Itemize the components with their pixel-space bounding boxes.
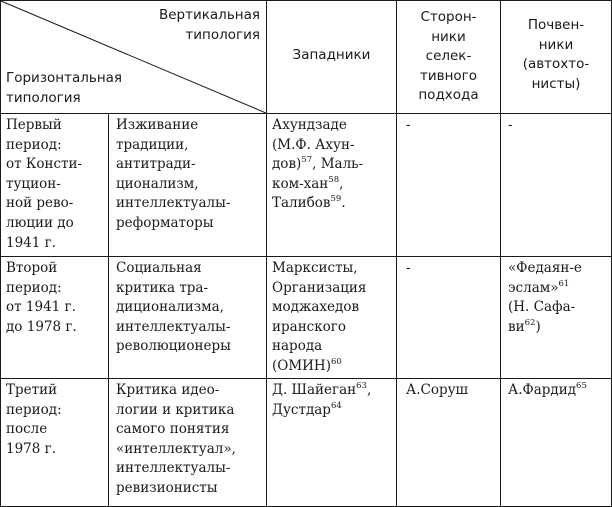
cell-text: ком-хан	[272, 175, 329, 192]
header-line: селек-	[425, 48, 472, 65]
cell-line: Социальная	[116, 260, 202, 276]
cell-line	[272, 175, 394, 195]
cell-line: от 1941 г.	[6, 299, 76, 316]
cell-line	[272, 318, 394, 338]
header-horizontal-typology	[6, 69, 206, 108]
cell-text: иранского	[272, 318, 347, 335]
header-line: ники	[538, 36, 574, 53]
footnote-ref: 62	[524, 317, 536, 328]
cell-line: до 1978 г.	[6, 318, 77, 335]
selective-cell	[406, 259, 498, 279]
cell-line: 1941 г.	[6, 234, 57, 251]
cell-text-tail: , Маль-	[312, 156, 364, 173]
cell-line	[406, 116, 498, 136]
cell-line: 1978 г.	[6, 440, 57, 457]
cell-line: от Консти-	[6, 156, 83, 173]
cell-text-tail: ,	[366, 382, 372, 398]
cell-line: интеллектуалы-	[116, 318, 231, 335]
cell-line	[406, 381, 498, 401]
cell-line: Первый	[6, 117, 62, 133]
footnote-ref: 65	[576, 381, 587, 391]
cell-line	[272, 259, 394, 279]
footnote-ref: 60	[330, 356, 342, 367]
col-divider-1	[108, 113, 109, 507]
cell-line	[508, 259, 610, 279]
header-line: (автохто-	[522, 56, 590, 73]
cell-line: интеллектуалы-	[116, 195, 231, 212]
header-line: подхода	[418, 87, 479, 104]
cell-line	[508, 381, 610, 401]
row2-bottom-rule	[0, 378, 612, 379]
cell-line: период:	[6, 279, 62, 296]
cell-line: реформаторы	[116, 214, 214, 231]
cell-text: «Федаян-е	[508, 260, 582, 276]
footnote-ref: 63	[356, 381, 367, 391]
header-line: Почвен-	[527, 17, 585, 33]
footnote-ref: 61	[558, 278, 570, 289]
row1-bottom-rule	[0, 256, 612, 257]
cell-text-tail: .	[341, 195, 346, 212]
cell-line: диционализма,	[116, 299, 224, 316]
period-cell	[6, 259, 106, 337]
cell-text: моджахедов	[272, 299, 360, 316]
cell-line: Изживание	[116, 117, 199, 133]
cell-line	[272, 136, 394, 156]
cell-line	[272, 155, 394, 175]
cell-line	[272, 116, 394, 136]
cell-text: Ахундзаде	[272, 117, 347, 133]
cell-line: традиции,	[116, 136, 189, 153]
footnote-ref: 64	[330, 400, 342, 411]
cell-text: -	[406, 260, 411, 276]
header-pochvenniki	[501, 16, 611, 94]
period-cell	[6, 116, 106, 253]
cell-text: -	[406, 117, 411, 133]
cell-line: самого понятия	[116, 421, 230, 438]
cell-text: (Н. Сафа-	[508, 299, 576, 316]
cell-text: (ОМИН)	[272, 357, 331, 374]
cell-line: ной рево-	[6, 195, 74, 212]
header-selective	[397, 8, 500, 106]
cell-line: интеллектуалы-	[116, 460, 231, 477]
pochvenniki-cell	[508, 259, 610, 337]
period-cell	[6, 381, 106, 459]
cell-text: Дустдар	[272, 401, 331, 418]
cell-line: ревизионисты	[116, 479, 218, 496]
cell-line	[406, 259, 498, 279]
selective-cell	[406, 116, 498, 136]
cell-text: А.Фардид	[508, 382, 577, 398]
cell-line: революционеры	[116, 338, 231, 355]
header-westerners	[267, 46, 396, 66]
header-line: Сторон-	[420, 9, 477, 25]
westerners-cell	[272, 116, 394, 214]
cell-line	[272, 401, 394, 421]
footnote-ref: 57	[301, 155, 313, 166]
typology-cell	[116, 381, 264, 499]
cell-text: Д. Шайеган	[272, 382, 357, 398]
cell-line: период:	[6, 136, 62, 153]
cell-line: «интеллектуал»,	[116, 440, 236, 457]
pochvenniki-cell	[508, 381, 610, 401]
header-line: Горизонтальная	[6, 70, 123, 86]
cell-line	[272, 279, 394, 299]
header-line: Вертикальная	[158, 7, 260, 23]
cell-line: антитради-	[116, 156, 196, 173]
header-line: типология	[6, 89, 81, 106]
footnote-ref: 59	[330, 194, 342, 205]
selective-cell	[406, 381, 498, 401]
cell-line: Третий	[6, 382, 58, 398]
typology-cell	[116, 259, 264, 357]
cell-text: народа	[272, 338, 323, 355]
cell-text: дов)	[272, 156, 302, 173]
cell-text: Талибов	[272, 195, 331, 212]
cell-line	[508, 318, 610, 338]
cell-text: Организация	[272, 279, 367, 296]
cell-line	[508, 298, 610, 318]
cell-line: после	[6, 421, 48, 438]
cell-text: А.Соруш	[406, 382, 469, 398]
cell-text-tail: )	[535, 318, 541, 335]
cell-line	[272, 298, 394, 318]
cell-line	[272, 194, 394, 214]
cell-line: период:	[6, 401, 62, 418]
header-line: нисты)	[531, 75, 581, 92]
header-line: типология	[185, 26, 260, 43]
header-line: Западники	[292, 47, 371, 63]
cell-line	[508, 116, 610, 136]
header-line: ники	[431, 28, 466, 45]
cell-line: ционализм,	[116, 175, 199, 192]
westerners-cell	[272, 381, 394, 420]
westerners-cell	[272, 259, 394, 377]
cell-line: люции до	[6, 214, 74, 231]
cell-line: логии и критика	[116, 401, 235, 418]
cell-line: Критика идео-	[116, 382, 220, 398]
header-line: тивного	[419, 67, 478, 84]
cell-line	[272, 337, 394, 357]
cell-text: эслам»	[508, 279, 559, 296]
cell-line: Второй	[6, 260, 58, 276]
cell-text-tail: ,	[339, 175, 344, 192]
cell-line: туцион-	[6, 175, 61, 192]
pochvenniki-cell	[508, 116, 610, 136]
cell-text: ви	[508, 318, 525, 335]
cell-line: критика тра-	[116, 279, 209, 296]
cell-line	[272, 357, 394, 377]
cell-line	[508, 279, 610, 299]
cell-text: -	[508, 117, 513, 133]
footnote-ref: 58	[328, 174, 340, 185]
col-divider-2	[266, 0, 267, 507]
cell-line	[272, 381, 394, 401]
typology-cell	[116, 116, 264, 234]
cell-text: Марксисты,	[272, 260, 358, 276]
header-vertical-typology	[110, 6, 260, 45]
cell-text: (М.Ф. Ахун-	[272, 136, 355, 153]
